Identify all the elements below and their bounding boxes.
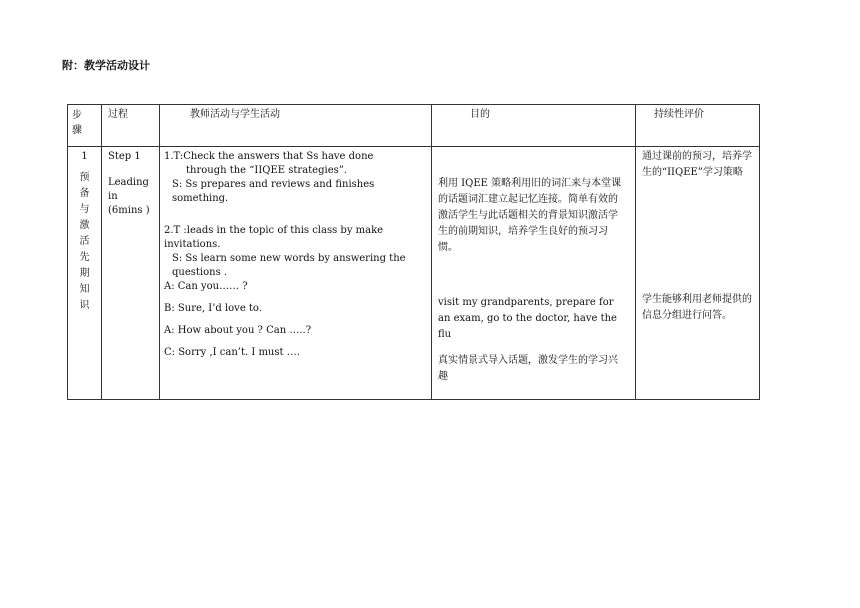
- goal-text-3: 真实情景式导入话题，激发学生的学习兴趣: [438, 355, 618, 382]
- header-step-line1: 步: [72, 110, 82, 121]
- goal-text-1: 利用 IQEE 策略利用旧的词汇来与本堂课的话题词汇建立起记忆连接。简单有效的激活学生与此话题相关的背景知识激活学生的前期知识，培养学生良好的预习习惯。: [438, 178, 622, 253]
- activities-cell: [160, 147, 432, 400]
- dialog-line-c: C: Sorry ,I can’t. I must ….: [164, 347, 300, 358]
- dialog-line-a2: A: How about you ? Can …..?: [164, 325, 312, 336]
- activity-design-table: [67, 104, 760, 400]
- page-heading: 附：教学活动设计: [62, 59, 150, 72]
- goal-cell: [432, 147, 636, 400]
- process-title-line2: in: [108, 191, 118, 202]
- activity-2-students: S: Ss learn some new words by answering the questions .: [172, 253, 406, 278]
- step-name-char: 知: [79, 284, 90, 295]
- table-header-row: [68, 105, 760, 147]
- table-row: [68, 147, 760, 400]
- step-name-char: 激: [79, 220, 90, 231]
- header-step-line2: 骤: [72, 125, 82, 136]
- evaluation-text-1: 通过课前的预习，培养学生的“IIQEE”学习策略: [642, 151, 752, 178]
- step-name-char: 期: [79, 268, 90, 279]
- process-duration: (6mins ): [108, 205, 150, 216]
- activity-2-teacher: 2.T :leads in the topic of this class by make invitations.: [164, 225, 384, 250]
- step-number: 1: [81, 151, 88, 162]
- process-title-line1: Leading: [108, 177, 149, 188]
- evaluation-text-2: 学生能够利用老师提供的信息分组进行问答。: [642, 294, 752, 321]
- goal-text-2: visit my grandparents, prepare for an exam, go to the doctor, have the flu: [438, 297, 617, 340]
- step-name-char: 识: [79, 300, 90, 311]
- activity-1-teacher-cont: through the “IIQEE strategies”.: [186, 165, 348, 176]
- step-cell: [68, 147, 102, 400]
- step-name-char: 与: [79, 204, 90, 215]
- header-goal: 目的: [432, 105, 636, 147]
- process-cell: [102, 147, 160, 400]
- header-activities: 教师活动与学生活动: [160, 105, 432, 147]
- process-step: Step 1: [108, 151, 141, 162]
- evaluation-cell: [636, 147, 760, 400]
- step-name-char: 预: [79, 172, 90, 183]
- dialog-line-b: B: Sure, I’d love to.: [164, 303, 262, 314]
- step-name-char: 备: [79, 188, 90, 199]
- step-name-char: 先: [79, 252, 90, 263]
- activity-1-students: S: Ss prepares and reviews and finishes something.: [172, 179, 375, 204]
- activity-1-teacher: 1.T:Check the answers that Ss have done: [164, 151, 374, 162]
- dialog-line-a1: A: Can you…… ?: [164, 281, 248, 292]
- header-evaluation: 持续性评价: [636, 105, 760, 147]
- header-process: 过程: [102, 105, 160, 147]
- step-name-char: 活: [79, 236, 90, 247]
- header-step: [68, 105, 102, 147]
